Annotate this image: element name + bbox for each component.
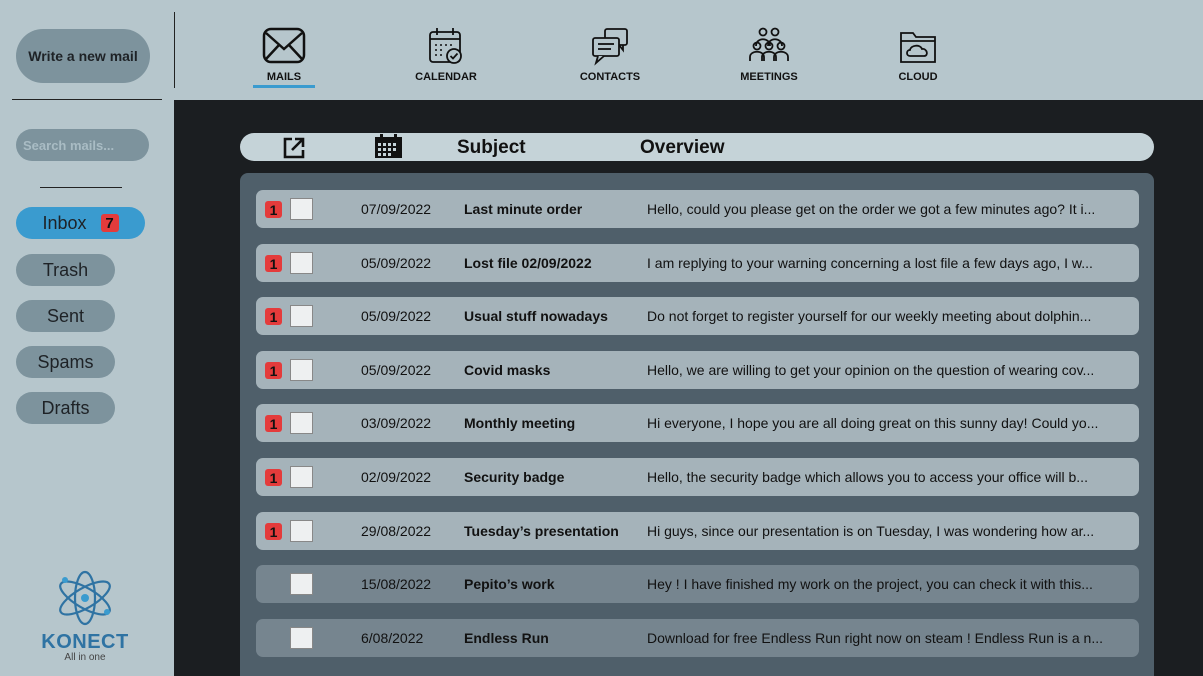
unread-badge: 1 bbox=[265, 308, 282, 325]
mail-subject: Usual stuff nowadays bbox=[464, 308, 608, 324]
mail-preview: I am replying to your warning concerning a lost file a few days ago, I w... bbox=[647, 255, 1093, 271]
logo-tagline: All in one bbox=[64, 652, 106, 663]
mail-row[interactable] bbox=[256, 512, 1139, 550]
compose-button[interactable]: Write a new mail bbox=[16, 29, 150, 83]
nav-label: MAILS bbox=[266, 71, 302, 83]
brand-logo bbox=[30, 566, 140, 670]
mail-preview: Hello, we are willing to get your opinion on the question of wearing cov... bbox=[647, 362, 1095, 378]
unread-count-badge: 7 bbox=[101, 214, 119, 232]
mail-date: 07/09/2022 bbox=[361, 201, 432, 217]
mail-subject: Security badge bbox=[464, 469, 565, 485]
divider bbox=[40, 187, 122, 188]
nav-label: CLOUD bbox=[898, 71, 938, 83]
nav-calendar[interactable] bbox=[411, 26, 481, 83]
chat-bubbles-icon bbox=[587, 26, 633, 66]
overview-header[interactable]: Overview bbox=[640, 137, 725, 158]
unread-badge: 1 bbox=[265, 415, 282, 432]
nav-label: CALENDAR bbox=[415, 71, 477, 83]
subject-header[interactable]: Subject bbox=[457, 137, 526, 158]
select-checkbox[interactable] bbox=[290, 466, 313, 488]
mail-subject: Covid masks bbox=[464, 362, 551, 378]
mail-row[interactable] bbox=[256, 297, 1139, 335]
unread-badge: 1 bbox=[265, 362, 282, 379]
mail-subject: Last minute order bbox=[464, 201, 583, 217]
mail-subject: Tuesday’s presentation bbox=[464, 523, 619, 539]
mail-preview: Do not forget to register yourself for our weekly meeting about dolphin... bbox=[647, 308, 1092, 324]
nav-label: CONTACTS bbox=[579, 71, 641, 83]
divider bbox=[174, 12, 175, 88]
mail-subject: Pepito’s work bbox=[464, 576, 555, 592]
mail-date: 02/09/2022 bbox=[361, 469, 432, 485]
atom-logo-icon bbox=[53, 566, 117, 630]
mail-row[interactable] bbox=[256, 190, 1139, 228]
nav-meetings[interactable] bbox=[735, 26, 803, 83]
select-checkbox[interactable] bbox=[290, 305, 313, 327]
nav-label: MEETINGS bbox=[740, 71, 798, 83]
folder-label: Trash bbox=[42, 259, 89, 280]
active-tab-indicator bbox=[253, 85, 315, 88]
folder-label: Drafts bbox=[41, 397, 90, 418]
nav-contacts[interactable] bbox=[574, 26, 646, 83]
folder-spams[interactable] bbox=[16, 346, 115, 378]
mail-subject: Lost file 02/09/2022 bbox=[464, 255, 592, 271]
calendar-check-icon bbox=[426, 26, 466, 66]
mail-date: 6/08/2022 bbox=[361, 630, 424, 646]
nav-cloud[interactable] bbox=[893, 26, 943, 83]
mail-preview: Download for free Endless Run right now on steam ! Endless Run is a n... bbox=[647, 630, 1104, 646]
unread-badge: 1 bbox=[265, 255, 282, 272]
mail-preview: Hi everyone, I hope you are all doing great on this sunny day! Could yo... bbox=[647, 415, 1099, 431]
unread-badge: 1 bbox=[265, 469, 282, 486]
select-checkbox[interactable] bbox=[290, 412, 313, 434]
mail-preview: Hello, the security badge which allows you to access your office will b... bbox=[647, 469, 1088, 485]
select-checkbox[interactable] bbox=[290, 627, 313, 649]
divider bbox=[12, 99, 162, 100]
folder-trash[interactable] bbox=[16, 254, 115, 286]
sidebar bbox=[0, 0, 174, 676]
open-external-icon[interactable] bbox=[282, 136, 306, 160]
select-checkbox[interactable] bbox=[290, 520, 313, 542]
unread-badge: 1 bbox=[265, 523, 282, 540]
mail-subject: Monthly meeting bbox=[464, 415, 576, 431]
group-icon bbox=[747, 26, 791, 66]
mail-row[interactable] bbox=[256, 565, 1139, 603]
mail-row[interactable] bbox=[256, 404, 1139, 442]
folder-label: Spams bbox=[37, 351, 94, 372]
mail-icon bbox=[259, 26, 309, 66]
mail-preview: Hey ! I have finished my work on the project, you can check it with this... bbox=[647, 576, 1093, 592]
select-checkbox[interactable] bbox=[290, 359, 313, 381]
unread-badge: 1 bbox=[265, 201, 282, 218]
folder-drafts[interactable] bbox=[16, 392, 115, 424]
mail-preview: Hello, could you please get on the order we got a few minutes ago? It i... bbox=[647, 201, 1096, 217]
mail-date: 05/09/2022 bbox=[361, 308, 432, 324]
select-checkbox[interactable] bbox=[290, 198, 313, 220]
mail-date: 15/08/2022 bbox=[361, 576, 432, 592]
mail-preview: Hi guys, since our presentation is on Tuesday, I was wondering how ar... bbox=[647, 523, 1095, 539]
folder-label: Inbox bbox=[42, 212, 87, 233]
nav-mails[interactable] bbox=[253, 26, 315, 83]
logo-name: KONECT bbox=[41, 631, 129, 653]
search-input[interactable] bbox=[16, 129, 149, 161]
folder-label: Sent bbox=[46, 305, 85, 326]
mail-subject: Endless Run bbox=[464, 630, 549, 646]
mail-date: 03/09/2022 bbox=[361, 415, 432, 431]
select-checkbox[interactable] bbox=[290, 573, 313, 595]
folder-inbox[interactable] bbox=[16, 207, 145, 239]
select-checkbox[interactable] bbox=[290, 252, 313, 274]
folder-sent[interactable] bbox=[16, 300, 115, 332]
cloud-folder-icon bbox=[896, 26, 940, 66]
mail-row[interactable] bbox=[256, 244, 1139, 282]
mail-row[interactable] bbox=[256, 458, 1139, 496]
mail-date: 29/08/2022 bbox=[361, 523, 432, 539]
calendar-icon[interactable] bbox=[374, 133, 403, 159]
mail-row[interactable] bbox=[256, 619, 1139, 657]
mail-row[interactable] bbox=[256, 351, 1139, 389]
mail-date: 05/09/2022 bbox=[361, 362, 432, 378]
mail-date: 05/09/2022 bbox=[361, 255, 432, 271]
